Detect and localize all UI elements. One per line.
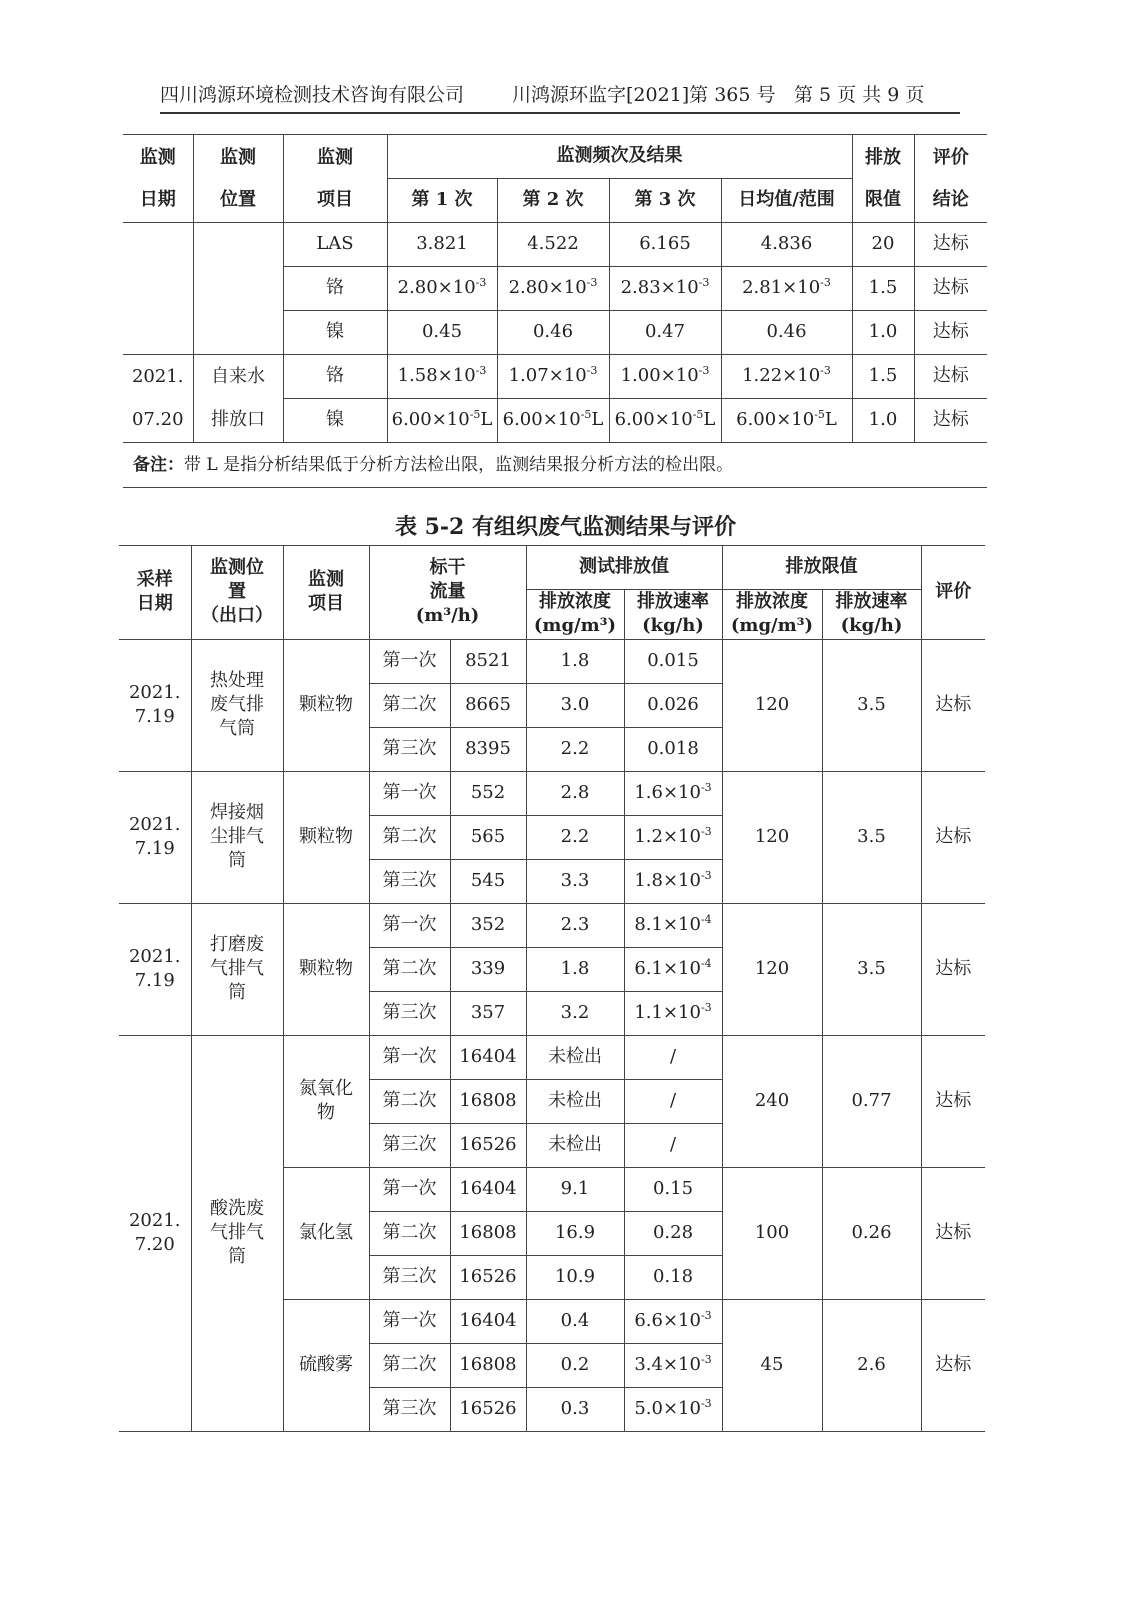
location-cell: 打磨废 气排气 筒 xyxy=(191,903,283,1035)
header-item: 监测项目 xyxy=(283,546,369,640)
flow-cell: 16526 xyxy=(450,1387,526,1431)
flow-cell: 16526 xyxy=(450,1123,526,1167)
rate-cell: 0.15 xyxy=(624,1167,722,1211)
date-cell: 07.20 xyxy=(123,399,193,443)
exhaust-table-body xyxy=(119,639,985,1431)
concentration-cell: 未检出 xyxy=(526,1123,624,1167)
value-cell: 0.46 xyxy=(497,311,609,355)
limit-concentration-cell: 120 xyxy=(722,771,822,903)
rate-cell: / xyxy=(624,1079,722,1123)
run-cell: 第二次 xyxy=(369,815,450,859)
run-cell: 第三次 xyxy=(369,1387,450,1431)
limit-rate-cell: 0.77 xyxy=(822,1035,921,1167)
table-row xyxy=(119,1035,985,1079)
header-test-values: 测试排放值 xyxy=(526,546,722,590)
run-cell: 第一次 xyxy=(369,771,450,815)
limit-concentration-cell: 100 xyxy=(722,1167,822,1299)
flow-cell: 16808 xyxy=(450,1211,526,1255)
header-evaluation: 评价 xyxy=(921,546,985,640)
result-cell: 达标 xyxy=(914,355,987,399)
run-cell: 第三次 xyxy=(369,1255,450,1299)
concentration-cell: 2.2 xyxy=(526,727,624,771)
concentration-cell: 3.3 xyxy=(526,859,624,903)
value-cell: $1.07\times 10^{-3}$ xyxy=(497,355,609,399)
flow-cell: 8665 xyxy=(450,683,526,727)
concentration-cell: 3.2 xyxy=(526,991,624,1035)
value-cell: $2.81\times 10^{-3}$ xyxy=(721,267,852,311)
concentration-cell: 1.8 xyxy=(526,947,624,991)
limit-rate-cell: 3.5 xyxy=(822,903,921,1035)
run-cell: 第三次 xyxy=(369,727,450,771)
rate-cell: $6.1\times 10^{-4}$ xyxy=(624,947,722,991)
value-cell: $2.83\times 10^{-3}$ xyxy=(609,267,721,311)
table-title: 表 5-2 有组织废气监测结果与评价 xyxy=(394,514,737,540)
rate-cell: 0.018 xyxy=(624,727,722,771)
concentration-cell: 2.8 xyxy=(526,771,624,815)
evaluation-cell: 达标 xyxy=(921,1299,985,1431)
run-cell: 第二次 xyxy=(369,947,450,991)
flow-cell: 339 xyxy=(450,947,526,991)
table-row xyxy=(123,355,987,399)
rate-cell: $1.6\times 10^{-3}$ xyxy=(624,771,722,815)
limit-concentration-cell: 120 xyxy=(722,903,822,1035)
value-cell: 0.45 xyxy=(387,311,497,355)
limit-rate-cell: 3.5 xyxy=(822,771,921,903)
result-cell: 达标 xyxy=(914,223,987,267)
concentration-cell: 10.9 xyxy=(526,1255,624,1299)
concentration-cell: 未检出 xyxy=(526,1079,624,1123)
item-cell: 铬 xyxy=(283,355,387,399)
item-cell: 镍 xyxy=(283,399,387,443)
concentration-cell: 0.4 xyxy=(526,1299,624,1343)
value-cell: $6.00\times 10^{-5}L$ xyxy=(721,399,852,443)
run-cell: 第一次 xyxy=(369,903,450,947)
limit-cell: 1.5 xyxy=(852,267,914,311)
flow-cell: 16404 xyxy=(450,1299,526,1343)
rate-cell: / xyxy=(624,1123,722,1167)
sampling-date-cell: 2021. 7.19 xyxy=(119,639,191,771)
limit-concentration-cell: 240 xyxy=(722,1035,822,1167)
sampling-date-cell: 2021. 7.19 xyxy=(119,903,191,1035)
concentration-cell: 0.3 xyxy=(526,1387,624,1431)
value-cell: $6.00\times 10^{-5}L$ xyxy=(609,399,721,443)
value-cell: 0.46 xyxy=(721,311,852,355)
sampling-date-cell: 2021. 7.20 xyxy=(119,1035,191,1431)
company-name: 四川鸿源环境检测技术咨询有限公司 xyxy=(160,84,465,106)
flow-cell: 8521 xyxy=(450,639,526,683)
page-header xyxy=(160,78,960,114)
flow-cell: 565 xyxy=(450,815,526,859)
rate-cell: $6.6\times 10^{-3}$ xyxy=(624,1299,722,1343)
item-cell: LAS xyxy=(283,223,387,267)
location-cell: 自来水 xyxy=(193,355,283,399)
run-cell: 第三次 xyxy=(369,1123,450,1167)
header-test-concentration: 排放浓度 (mg/m³) xyxy=(526,590,624,640)
run-cell: 第一次 xyxy=(369,639,450,683)
header-date: 监测日期 xyxy=(123,135,193,223)
run-cell: 第一次 xyxy=(369,1167,450,1211)
header-item: 监测项目 xyxy=(283,135,387,223)
flow-cell: 16526 xyxy=(450,1255,526,1299)
evaluation-cell: 达标 xyxy=(921,903,985,1035)
value-cell: 3.821 xyxy=(387,223,497,267)
concentration-cell: 16.9 xyxy=(526,1211,624,1255)
item-cell: 颗粒物 xyxy=(283,903,369,1035)
value-cell: $6.00\times 10^{-5}L$ xyxy=(497,399,609,443)
location-cell: 热处理 废气排 气筒 xyxy=(191,639,283,771)
value-cell: 4.836 xyxy=(721,223,852,267)
rate-cell: $8.1\times 10^{-4}$ xyxy=(624,903,722,947)
run-cell: 第三次 xyxy=(369,991,450,1035)
flow-cell: 16808 xyxy=(450,1079,526,1123)
run-cell: 第二次 xyxy=(369,1343,450,1387)
document-number: 川鸿源环监字[2021]第 365 号 xyxy=(512,84,776,106)
concentration-cell: 2.3 xyxy=(526,903,624,947)
item-cell: 铬 xyxy=(283,267,387,311)
table-row xyxy=(123,223,987,267)
run-cell: 第二次 xyxy=(369,1079,450,1123)
evaluation-cell: 达标 xyxy=(921,1035,985,1167)
header-run-2: 第 2 次 xyxy=(497,179,609,223)
flow-cell: 552 xyxy=(450,771,526,815)
header-test-rate: 排放速率 (kg/h) xyxy=(624,590,722,640)
water-monitoring-table xyxy=(123,134,987,488)
evaluation-cell: 达标 xyxy=(921,1167,985,1299)
concentration-cell: 9.1 xyxy=(526,1167,624,1211)
item-cell: 颗粒物 xyxy=(283,639,369,771)
item-cell: 氯化氢 xyxy=(283,1167,369,1299)
table-row xyxy=(119,771,985,815)
rate-cell: 0.18 xyxy=(624,1255,722,1299)
date-cell-empty xyxy=(123,223,193,355)
header-flow: 标干 流量 (m³/h) xyxy=(369,546,526,640)
location-cell: 焊接烟 尘排气 筒 xyxy=(191,771,283,903)
header-conclusion: 评价结论 xyxy=(914,135,987,223)
value-cell: $1.22\times 10^{-3}$ xyxy=(721,355,852,399)
rate-cell: $1.8\times 10^{-3}$ xyxy=(624,859,722,903)
concentration-cell: 未检出 xyxy=(526,1035,624,1079)
result-cell: 达标 xyxy=(914,267,987,311)
run-cell: 第一次 xyxy=(369,1035,450,1079)
header-frequency-group: 监测频次及结果 xyxy=(387,135,852,179)
flow-cell: 16404 xyxy=(450,1035,526,1079)
item-cell: 镍 xyxy=(283,311,387,355)
page-number: 第 5 页 共 9 页 xyxy=(794,84,925,106)
rate-cell: 0.026 xyxy=(624,683,722,727)
date-cell: 2021. xyxy=(123,355,193,399)
table-row xyxy=(119,903,985,947)
rate-cell: $3.4\times 10^{-3}$ xyxy=(624,1343,722,1387)
location-cell-empty xyxy=(193,223,283,355)
exhaust-monitoring-table xyxy=(119,545,985,1432)
header-run-3: 第 3 次 xyxy=(609,179,721,223)
value-cell: $2.80\times 10^{-3}$ xyxy=(497,267,609,311)
limit-cell: 1.0 xyxy=(852,311,914,355)
concentration-cell: 2.2 xyxy=(526,815,624,859)
header-run-1: 第 1 次 xyxy=(387,179,497,223)
evaluation-cell: 达标 xyxy=(921,771,985,903)
rate-cell: / xyxy=(624,1035,722,1079)
flow-cell: 8395 xyxy=(450,727,526,771)
limit-rate-cell: 3.5 xyxy=(822,639,921,771)
rate-cell: $1.1\times 10^{-3}$ xyxy=(624,991,722,1035)
header-limit: 排放限值 xyxy=(852,135,914,223)
rate-cell: $1.2\times 10^{-3}$ xyxy=(624,815,722,859)
run-cell: 第一次 xyxy=(369,1299,450,1343)
limit-cell: 1.5 xyxy=(852,355,914,399)
rate-cell: $5.0\times 10^{-3}$ xyxy=(624,1387,722,1431)
header-sampling-date: 采样日期 xyxy=(119,546,191,640)
flow-cell: 16808 xyxy=(450,1343,526,1387)
value-cell: 4.522 xyxy=(497,223,609,267)
run-cell: 第二次 xyxy=(369,683,450,727)
value-cell: $1.00\times 10^{-3}$ xyxy=(609,355,721,399)
limit-rate-cell: 2.6 xyxy=(822,1299,921,1431)
value-cell: $2.80\times 10^{-3}$ xyxy=(387,267,497,311)
rate-cell: 0.28 xyxy=(624,1211,722,1255)
concentration-cell: 3.0 xyxy=(526,683,624,727)
table-row xyxy=(119,639,985,683)
result-cell: 达标 xyxy=(914,399,987,443)
rate-cell: 0.015 xyxy=(624,639,722,683)
value-cell: 6.165 xyxy=(609,223,721,267)
limit-concentration-cell: 120 xyxy=(722,639,822,771)
concentration-cell: 0.2 xyxy=(526,1343,624,1387)
item-cell: 氮氧化 物 xyxy=(283,1035,369,1167)
header-limits: 排放限值 xyxy=(722,546,921,590)
table-row xyxy=(123,399,987,443)
value-cell: 0.47 xyxy=(609,311,721,355)
concentration-cell: 1.8 xyxy=(526,639,624,683)
limit-rate-cell: 0.26 xyxy=(822,1167,921,1299)
run-cell: 第三次 xyxy=(369,859,450,903)
flow-cell: 545 xyxy=(450,859,526,903)
result-cell: 达标 xyxy=(914,311,987,355)
table-note-row xyxy=(123,443,987,488)
header-location: 监测位置 xyxy=(193,135,283,223)
table-note: 备注：带 L 是指分析结果低于分析方法检出限，监测结果报分析方法的检出限。 xyxy=(123,443,987,488)
location-cell: 酸洗废 气排气 筒 xyxy=(191,1035,283,1431)
sampling-date-cell: 2021. 7.19 xyxy=(119,771,191,903)
item-cell: 颗粒物 xyxy=(283,771,369,903)
location-cell: 排放口 xyxy=(193,399,283,443)
item-cell: 硫酸雾 xyxy=(283,1299,369,1431)
value-cell: $6.00\times 10^{-5}L$ xyxy=(387,399,497,443)
header-limit-rate: 排放速率 (kg/h) xyxy=(822,590,921,640)
header-location: 监测位 置 （出口） xyxy=(191,546,283,640)
flow-cell: 16404 xyxy=(450,1167,526,1211)
flow-cell: 352 xyxy=(450,903,526,947)
value-cell: $1.58\times 10^{-3}$ xyxy=(387,355,497,399)
evaluation-cell: 达标 xyxy=(921,639,985,771)
header-limit-concentration: 排放浓度 (mg/m³) xyxy=(722,590,822,640)
run-cell: 第二次 xyxy=(369,1211,450,1255)
flow-cell: 357 xyxy=(450,991,526,1035)
limit-concentration-cell: 45 xyxy=(722,1299,822,1431)
header-daily-average: 日均值/范围 xyxy=(721,179,852,223)
limit-cell: 20 xyxy=(852,223,914,267)
limit-cell: 1.0 xyxy=(852,399,914,443)
